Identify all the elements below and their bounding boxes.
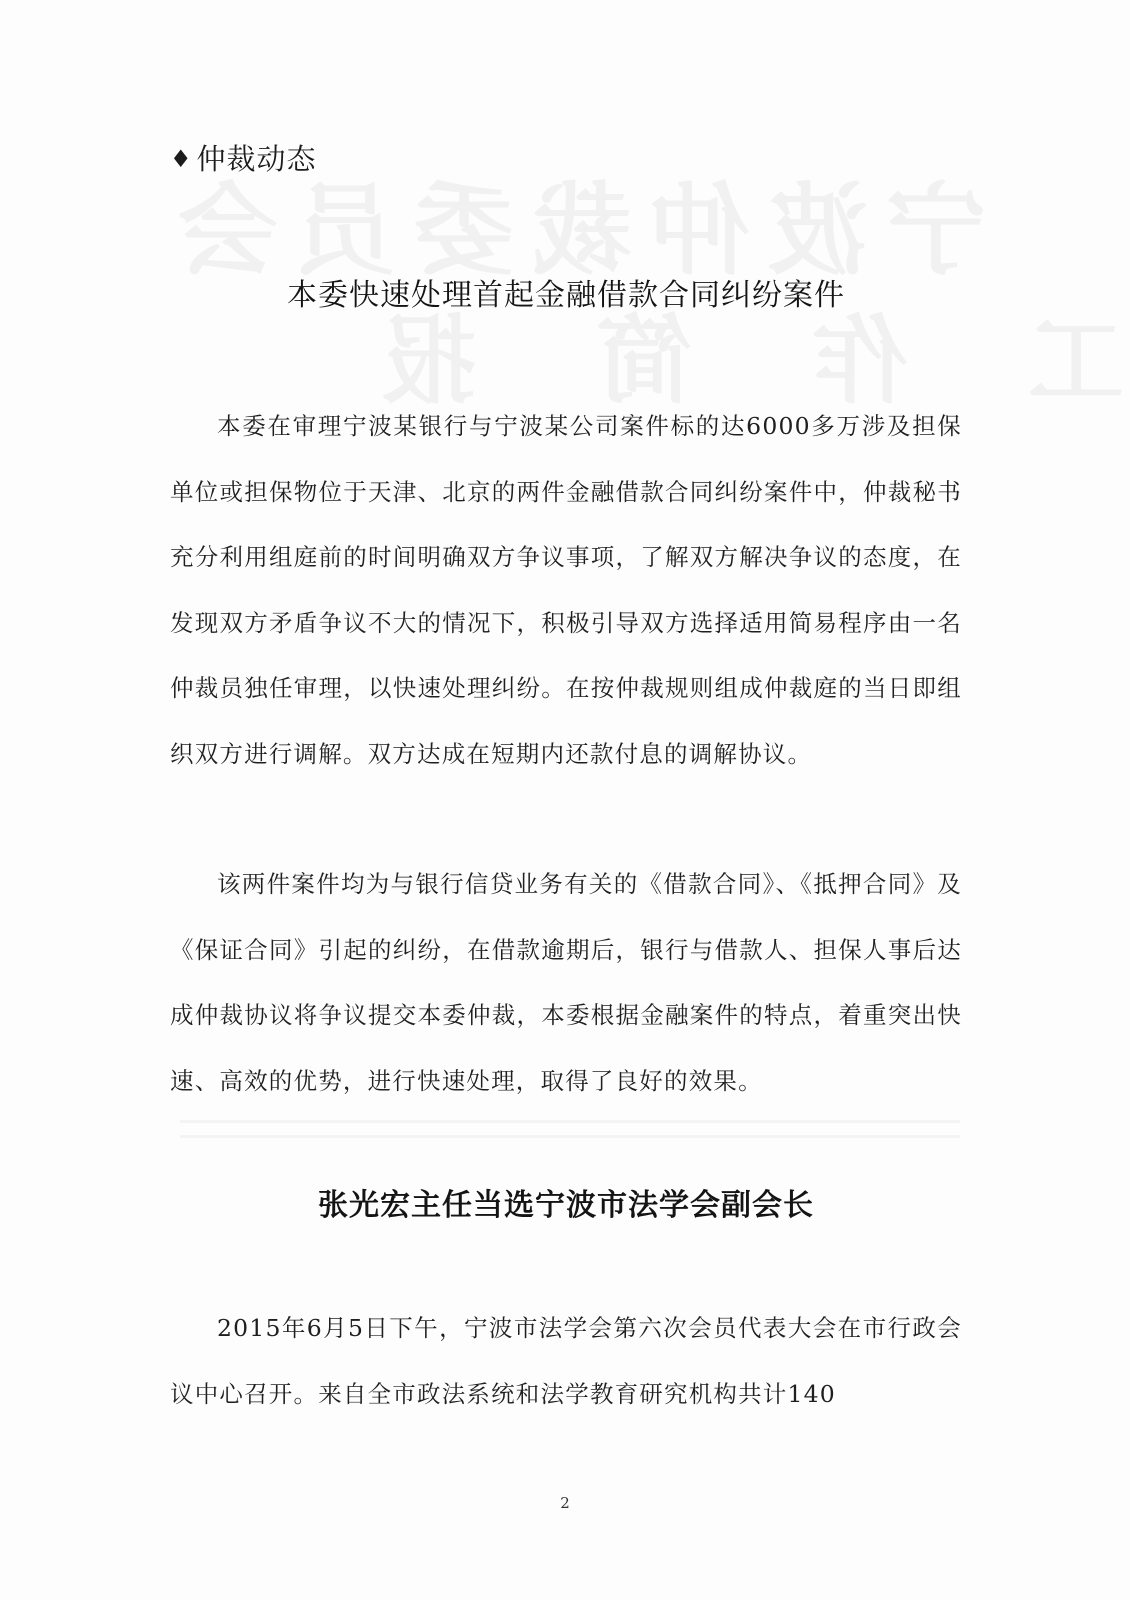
article-paragraph: 该两件案件均为与银行信贷业务有关的《借款合同》、《抵押合同》及《保证合同》引起的纠纷，在借款逾期后，银行与借款人、担保人事后达成仲裁协议将争议提交本委仲裁，本委根据金融案件的特点，着重突出快速、高效的优势，进行快速处理，取得了良好的效果。 xyxy=(170,870,962,1095)
section-heading xyxy=(170,137,317,178)
bleed-through-rule xyxy=(180,1135,960,1138)
page-number: 2 xyxy=(560,1494,570,1512)
article-title: 本委快速处理首起金融借款合同纠纷案件 xyxy=(287,278,845,313)
bleed-through-rule xyxy=(180,1120,960,1123)
article-title: 张光宏主任当选宁波市法学会副会长 xyxy=(318,1188,814,1223)
section-label: 仲裁动态 xyxy=(196,142,317,176)
diamond-icon: ♦ xyxy=(170,145,193,173)
article-paragraph: 本委在审理宁波某银行与宁波某公司案件标的达6000多万涉及担保单位或担保物位于天津、北京的两件金融借款合同纠纷案件中，仲裁秘书充分利用组庭前的时间明确双方争议事项，了解双方解决争议的态度，在发现双方矛盾争议不大的情况下，积极引导双方选择适用简易程序由一名仲裁员独任审理，以快速处理纠纷。在按仲裁规则组成仲裁庭的当日即组织双方进行调解。双方达成在短期内还款付息的调解协议。 xyxy=(170,412,962,768)
article-paragraph: 2015年6月5日下午，宁波市法学会第六次会员代表大会在市行政会议中心召开。来自全市政法系统和法学教育研究机构共计140 xyxy=(170,1314,962,1408)
